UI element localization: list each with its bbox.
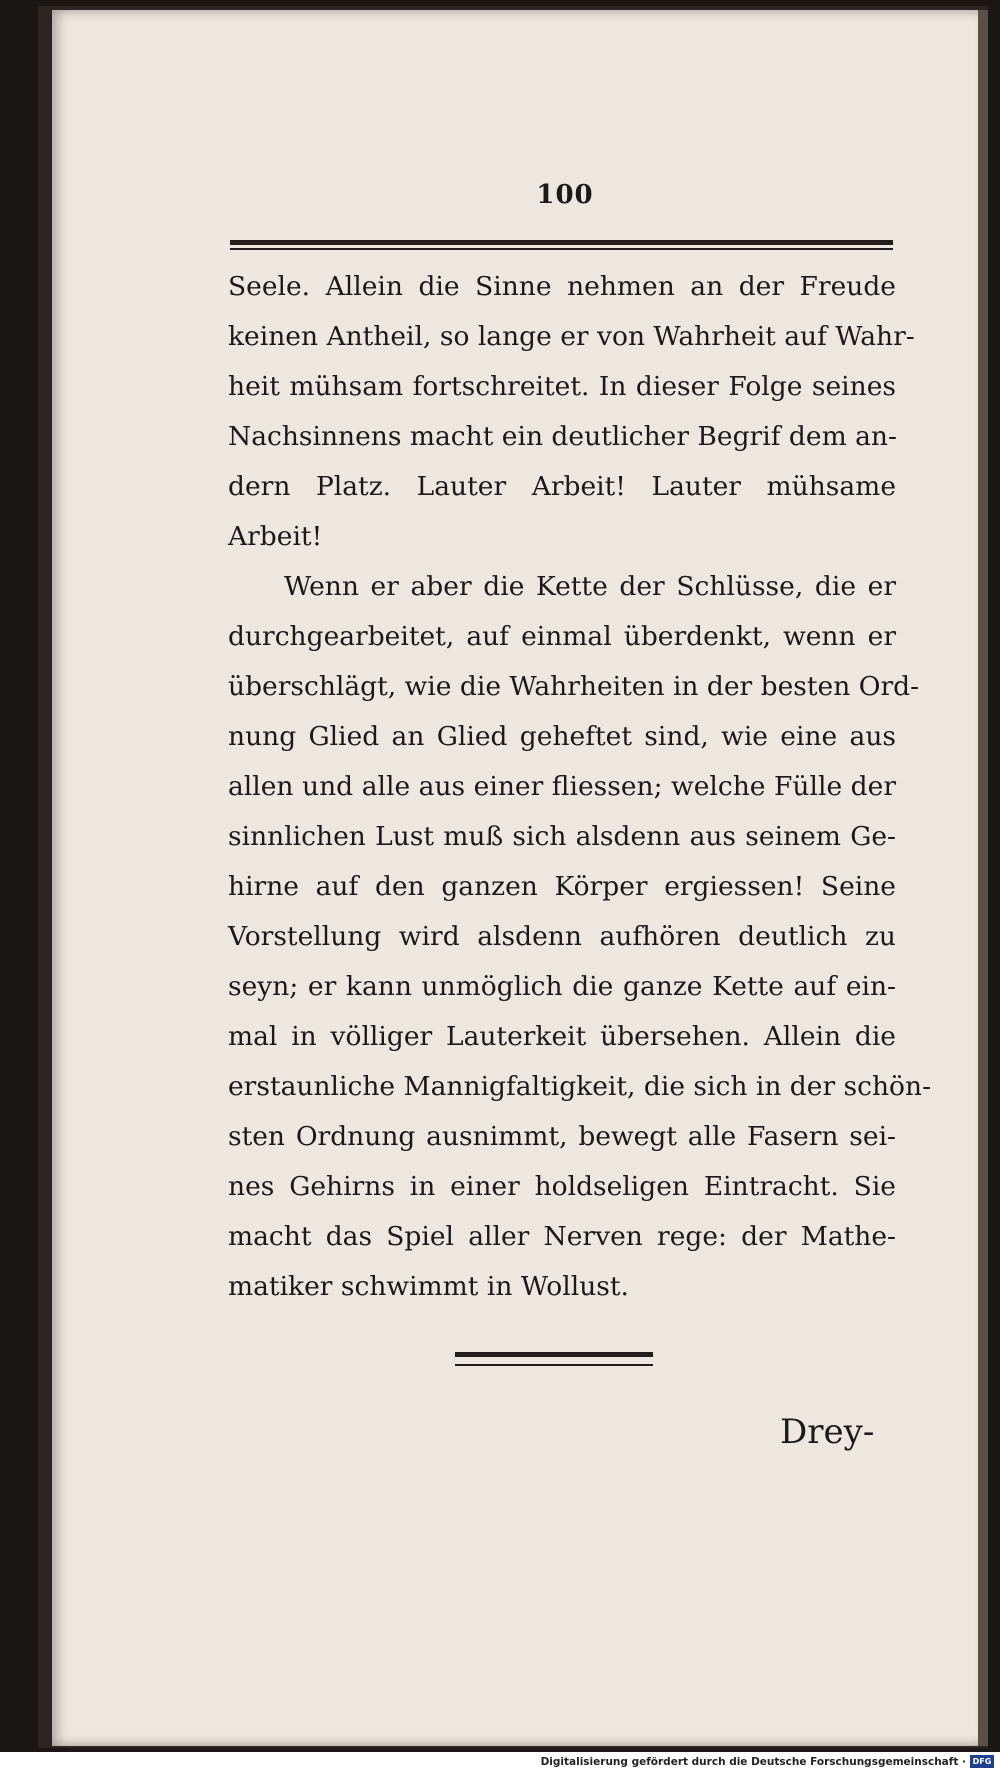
text-line: allen und alle aus einer fliessen; welche Fülle der: [228, 771, 896, 802]
text-line: erstaunliche Mannigfaltigkeit, die sich in der schön-: [228, 1071, 932, 1102]
text-line: mal in völliger Lauterkeit übersehen. Allein die: [228, 1021, 896, 1052]
text-line: nes Gehirns in einer holdseligen Eintracht. Sie: [228, 1171, 896, 1202]
text-line: Vorstellung wird alsdenn aufhören deutlich zu: [228, 921, 896, 952]
text-line: keinen Antheil, so lange er von Wahrheit auf Wahr-: [228, 321, 915, 352]
header-rule: [230, 240, 893, 250]
text-line: durchgearbeitet, auf einmal überdenkt, wenn er: [228, 621, 896, 652]
section-end-rule: [455, 1352, 653, 1366]
page-right-edge: [978, 10, 988, 1746]
text-line: hirne auf den ganzen Körper ergiessen! Seine: [228, 871, 896, 902]
text-line: Arbeit!: [228, 521, 323, 552]
dfg-logo: DFG: [970, 1755, 994, 1768]
text-line: macht das Spiel aller Nerven rege: der Mathe-: [228, 1221, 896, 1252]
text-line: überschlägt, wie die Wahrheiten in der besten Ord-: [228, 671, 920, 702]
text-line: seyn; er kann unmöglich die ganze Kette auf ein-: [228, 971, 896, 1002]
text-line: sten Ordnung ausnimmt, bewegt alle Fasern sei-: [228, 1121, 896, 1152]
catchword: Drey-: [780, 1412, 875, 1452]
text-line: heit mühsam fortschreitet. In dieser Folge seines: [228, 371, 896, 402]
text-line: Wenn er aber die Kette der Schlüsse, die er: [284, 571, 896, 602]
footer-credit: Digitalisierung gefördert durch die Deutsche Forschungsgemeinschaft ·: [540, 1756, 966, 1768]
text-line: Seele. Allein die Sinne nehmen an der Freude: [228, 271, 896, 302]
text-line: sinnlichen Lust muß sich alsdenn aus seinem Ge-: [228, 821, 896, 852]
text-line: dern Platz. Lauter Arbeit! Lauter mühsame: [228, 471, 896, 502]
text-line: matiker schwimmt in Wollust.: [228, 1271, 629, 1302]
text-line: Nachsinnens macht ein deutlicher Begrif dem an-: [228, 421, 897, 452]
text-line: nung Glied an Glied geheftet sind, wie eine aus: [228, 721, 896, 752]
page-number: 100: [536, 180, 594, 210]
body-text: [228, 262, 932, 1312]
